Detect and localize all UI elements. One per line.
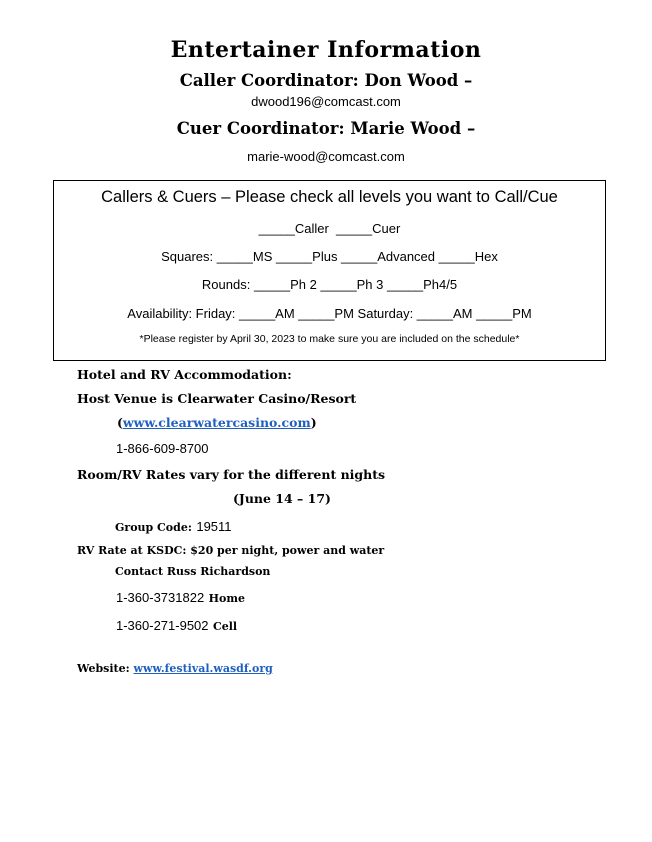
- home-label: Home: [208, 592, 246, 605]
- page-title: Entertainer Information: [170, 37, 482, 63]
- rv-rate: RV Rate at KSDC: $20 per night, power and water: [77, 544, 385, 557]
- group-code-label: Group Code:: [115, 521, 192, 534]
- caller-coordinator: Caller Coordinator: Don Wood –: [179, 71, 473, 90]
- close-paren: ): [310, 415, 317, 430]
- rounds-row: Rounds: _____Ph 2 _____Ph 3 _____Ph4/5: [201, 277, 458, 292]
- squares-row: Squares: _____MS _____Plus _____Advanced _____Hex: [161, 249, 498, 264]
- cell-phone-line: [116, 617, 237, 635]
- event-dates: (June 14 – 17): [233, 491, 331, 506]
- website-line: [77, 662, 273, 675]
- host-venue: Host Venue is Clearwater Casino/Resort: [77, 391, 357, 406]
- website-link[interactable]: www.festival.wasdf.org: [133, 662, 273, 675]
- venue-website-link[interactable]: www.clearwatercasino.com: [122, 415, 311, 430]
- cuer-email: marie-wood@comcast.com: [247, 149, 405, 164]
- role-row: _____Caller _____Cuer: [258, 221, 401, 236]
- group-code-value: 19511: [196, 519, 232, 534]
- website-label: Website:: [77, 662, 130, 675]
- registration-box: [53, 180, 606, 361]
- home-phone: 1-360-3731822: [116, 590, 205, 605]
- cell-label: Cell: [212, 620, 238, 633]
- caller-email: dwood196@comcast.com: [251, 94, 401, 109]
- group-code-line: [115, 518, 232, 536]
- contact-name: Contact Russ Richardson: [115, 565, 271, 578]
- home-phone-line: [116, 589, 245, 607]
- cell-phone: 1-360-271-9502: [116, 618, 209, 633]
- cuer-coordinator: Cuer Coordinator: Marie Wood –: [176, 119, 476, 138]
- hotel-phone: 1-866-609-8700: [116, 441, 209, 456]
- registration-note: *Please register by April 30, 2023 to make sure you are included on the schedule*: [139, 333, 520, 345]
- rates-heading: Room/RV Rates vary for the different nights: [77, 467, 386, 482]
- registration-box-title: Callers & Cuers – Please check all levels you want to Call/Cue: [101, 188, 558, 206]
- hotel-heading: Hotel and RV Accommodation:: [77, 367, 292, 382]
- open-paren: (: [117, 415, 123, 430]
- venue-link-line: [117, 415, 317, 430]
- availability-row: Availability: Friday: _____AM _____PM Saturday: _____AM _____PM: [127, 306, 532, 321]
